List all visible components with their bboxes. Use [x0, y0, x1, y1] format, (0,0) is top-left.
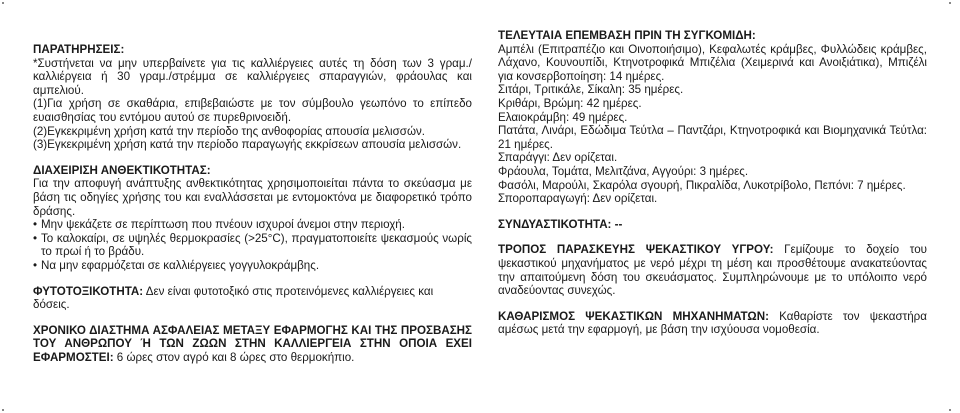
crop-mark [2, 2, 4, 4]
note-3: (2)Εγκεκριμένη χρήση κατά την περίοδο της ανθοφορίας απουσία μελισσών. [33, 124, 426, 138]
safety-interval [33, 324, 472, 365]
safety-interval-text: 6 ώρες στον αγρό και 8 ώρες στο θερμοκήπιο. [113, 350, 355, 364]
note-4: (3)Εγκεκριμένη χρήση κατά την περίοδο παραγωγής εκκρίσεων απουσία μελισσών. [33, 138, 462, 152]
harvest-line: Σποροπαραγωγή: Δεν ορίζεται. [498, 192, 658, 206]
harvest-line: Πατάτα, Λινάρι, Εδώδιμα Τεύτλα – Παντζάρι, Κτηνοτροφικά και Βιομηχανικά Τεύτλα: 21 ημέρες. [498, 124, 927, 151]
harvest-line: Κριθάρι, Βρώμη: 42 ημέρες. [498, 96, 642, 110]
sprayer-cleaning-label: ΚΑΘΑΡΙΣΜΟΣ ΨΕΚΑΣΤΙΚΩΝ ΜΗΧΑΝΗΜΑΤΩΝ: [498, 309, 769, 323]
notes-title: ΠΑΡΑΤΗΡΗΣΕΙΣ: [33, 43, 125, 56]
safety-interval-title: ΧΡΟΝΙΚΟ ΔΙΑΣΤΗΜΑ ΑΣΦΑΛΕΙΑΣ ΜΕΤΑΞΥ ΕΦΑΡΜΟΓΗΣ ΚΑΙ ΤΗΣ ΠΡΟΣΒΑΣΗΣ ΤΟΥ ΑΝΘΡΩΠΟΥ Ή ΤΩΝ ΖΩΩΝ ΣΤΗΝ ΚΑΛΛΙΕΡΓΕΙΑ ΣΤΗΝ ΟΠΟΙΑ ΕΧΕΙ ΕΦΑΡΜΟΣΤΕΙ: [33, 323, 472, 364]
advice-item: • Το καλοκαίρι, σε υψηλές θερμοκρασίες (>25°C), πραγματοποιείτε ψεκασμούς νωρίς το πρωί ή το βράδυ. [33, 232, 472, 259]
advice-item: • Μην ψεκάζετε σε περίπτωση που πνέουν ισχυροί άνεμοι στην περιοχή. [33, 218, 472, 232]
spray-preparation [498, 243, 927, 297]
sprayer-cleaning-text: Καθαρίστε τον ψεκαστήρα αμέσως μετά την εφαρμογή, με βάση την ισχύουσα νομοθεσία. [498, 309, 927, 337]
resistance-title: ΔΙΑΧΕΙΡΙΣΗ ΑΝΘΕΚΤΙΚΟΤΗΤΑΣ: [33, 163, 211, 177]
note-1: *Συστήνεται να μην υπερβαίνετε για τις καλλιέργειες αυτές τη δόση των 3 γραμ./καλλιέργεια ή 30 γραμ./στρέμμα σε καλλιέργειες σπαραγγιών, φράουλας και αμπελιού. [33, 56, 472, 97]
crop-mark [949, 409, 951, 411]
resistance-text: Για την αποφυγή ανάπτυξης ανθεκτικότητας χρησιμοποιείται πάντα το σκεύασμα με βάση τις οδηγίες χρήσης του και εναλλάσσεται με εντομοκτόνα με διαφορετικό τρόπο δράσης. [33, 177, 472, 218]
harvest-line: Αμπέλι (Επιτραπέζιο και Οινοποιήσιμο), Κεφαλωτές κράμβες, Φυλλώδεις κράμβες, Λάχανο, Κουνουπίδι, Κτηνοτροφικά Μπιζέλια (Χειμερινά και Ανοιξιάτικα), Μπιζέλι για κονσερβοποίηση: 14 ημέρες. [498, 42, 927, 83]
spray-preparation-text: Γεμίζουμε το δοχείο του ψεκαστικού μηχανήματος με νερό μέχρι τη μέση και προσθέτουμε ανακατεύοντας την απαιτούμενη δόση του σκευάσματος. Συμπληρώνουμε με το υπόλοιπο νερό αναδεύοντας συνεχώς. [498, 243, 927, 298]
crop-mark [949, 2, 951, 4]
right-column [498, 29, 927, 337]
note-2: (1)Για χρήση σε σκαθάρια, επιβεβαιώστε με τον σύμβουλο γεωπόνο το επίπεδο ευαισθησίας του εντόμου αυτού σε πυρεθρινοειδή. [33, 97, 472, 124]
harvest-line: Σπαράγγι: Δεν ορίζεται. [498, 151, 618, 165]
sprayer-cleaning [498, 310, 927, 337]
phytotoxicity [33, 285, 472, 312]
phytotoxicity-text: Δεν είναι φυτοτοξικό στις προτεινόμενες καλλιέργειες και δόσεις. [33, 284, 434, 312]
harvest-line: Σιτάρι, Τριτικάλε, Σίκαλη: 35 ημέρες. [498, 83, 684, 97]
harvest-line: Φασόλι, Μαρούλι, Σκαρόλα σγουρή, Πικραλίδα, Λυκοτρίβολο, Πεπόνι: 7 ημέρες. [498, 178, 906, 192]
advice-item: • Να μην εφαρμόζεται σε καλλιέργειες γογγυλοκράμβης. [33, 259, 472, 273]
left-column [33, 29, 472, 364]
harvest-title: ΤΕΛΕΥΤΑΙΑ ΕΠΕΜΒΑΣΗ ΠΡΙΝ ΤΗ ΣΥΓΚΟΜΙΔΗ: [498, 29, 756, 42]
advice-list [33, 218, 472, 272]
harvest-line: Ελαιοκράμβη: 49 ημέρες. [498, 110, 628, 124]
harvest-line: Φράουλα, Τομάτα, Μελιτζάνα, Αγγούρι: 3 ημέρες. [498, 164, 749, 178]
crop-mark [2, 409, 4, 411]
synergy-label: ΣΥΝΔΥΑΣΤΙΚΟΤΗΤΑ: -- [498, 217, 623, 231]
phytotoxicity-label: ΦΥΤΟΤΟΞΙΚΟΤΗΤΑ: [33, 284, 144, 298]
spray-preparation-label: ΤΡΟΠΟΣ ΠΑΡΑΣΚΕΥΗΣ ΨΕΚΑΣΤΙΚΟΥ ΥΓΡΟΥ: [498, 243, 774, 257]
